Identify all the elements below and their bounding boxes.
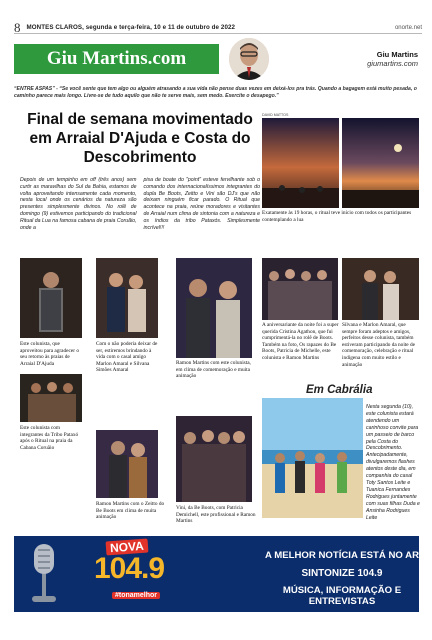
caption-6: Este colunista com integrantes da Tribo Pataxó após o Ritual na praia da Cabana Coruãio: [20, 425, 79, 451]
caption-4: A aniversariante da noite foi a super querida Cristina Agathon, que fui cumprimentá-la no rolê de Boots. Também na foto, Os rapazes do Be Boots, Patricia de Michelle, este colunista e Ramon Martins: [262, 322, 339, 361]
ad-headline: A MELHOR NOTÍCIA ESTÁ NO AR: [264, 550, 419, 561]
caption-5: Silvana e Marlon Amaral, que sempre foram adeptos e amigos, perfeitos desse colunista, também estiveram participando da noite de comemoração, celebração e ritual indígena com muito estilo e animação: [342, 322, 415, 368]
author-block: [367, 50, 418, 68]
caption-7: Ramon Martins com o Zeitto do Be Boots em clima de muita animação: [96, 501, 165, 521]
author-url[interactable]: giumartins.com: [367, 59, 418, 68]
body-column-2: pisa de boate do "point" esteve fervilhante sob o comando dos internacionalíssimos integrantes do dupla Be Boots, Zeitto e Vini são DJ's que não deixam ninguém ficar parado. O Ritual que acontece na praia, reúne moradores e visitantes de Arraial num clima de sintonia com a natureza e os índios da tribo Pataxós. Simplesmente incrível!!!: [143, 177, 260, 231]
page-header: [14, 19, 422, 35]
cabralia-subhead: Em Cabrália: [306, 384, 373, 396]
edition-line: MONTES CLAROS, segunda e terça-feira, 10 e 11 de outubro de 2022: [26, 24, 236, 31]
ad-tagline: MÚSICA, INFORMAÇÃO E ENTREVISTAS: [282, 585, 402, 607]
caption-3: Ramon Martins com este colunista, em clima de comemoração e muita animação: [176, 360, 251, 380]
photo-silvana-marlon: [342, 258, 419, 320]
cabralia-text: Nesta segunda (10), este colunista estará atendendo um carinhoso convite para um passeio de barco pela Costa do Descobrimento. Antecipadamente, divulgaremos flashes atentos deste dia, em companhia do casal Toty Santos Leite e Tuanica Fernandes Rodrigues juntamente com suas filhas Duda e Ansinha Rodrigues Leite: [366, 404, 420, 521]
radio-frequency: 104.9: [94, 552, 165, 585]
article-headline: Final de semana movimentado em Arraial D'Ajuda e Costa do Descobrimento: [27, 111, 253, 166]
author-portrait: [229, 38, 269, 80]
photo-cabralia-beach: [262, 398, 363, 518]
caption-2: Com o não poderia deixar de ser, estiremos brindando à vida com o casal amigo Marlon Amaral e Silvana Simões Amaral: [96, 341, 158, 374]
photo-vini-group: [176, 416, 252, 502]
radio-brand: NOVA: [106, 539, 149, 556]
photo-amaral-couple: [96, 258, 158, 338]
caption-1: Este colunista, que aproveitou para agradecer o seu retorno às praias de Arraial D'Ajuda: [20, 341, 79, 367]
microphone-icon: [24, 542, 64, 608]
body-column-1: Depois de um tempinho em off (três anos) sem curtir as maravilhas do Sul da Bahia, estamos de volta aproveitando intensamente cada momento, nesta local onde os cenários da natureza são presentes simplesmente divinos. No rolê de domingo (9) estivemos participando do tradicional Ritual da Lua na famosa cabana de praia Coruãio, onde a: [20, 177, 137, 231]
page-number: 8: [14, 19, 21, 35]
radio-hashtag: #tonamelhor: [112, 592, 160, 599]
column-banner: [14, 44, 219, 74]
photo-ramon-zeitto: [96, 430, 158, 498]
radio-ad[interactable]: [14, 536, 419, 612]
photo-ramon-columnist: [176, 258, 252, 358]
caption-8: Vini, da Be Boots, com Patricia Demichell, este profissional e Ramon Martins: [176, 505, 256, 525]
sunset-photo-left: [262, 118, 339, 208]
photo-birthday-group: [262, 258, 338, 320]
article-body: [20, 177, 260, 231]
sunset-caption: Exatamente às 19 horas, o ritual teve início com todos os participantes contemplando a lua: [262, 210, 412, 223]
entre-aspas-quote: “ENTRE ASPAS” - “Se você sente que tem algo ou alguém atrasando a sua vida não pense duas vezes em deixá-los pra trás. Quando a bagagem está muito pesada, o caminho parece mais longo. Livre-se de tudo aquilo que não te serve mais, sem medo. Exercite o desapego.”: [14, 86, 417, 100]
site-name: onorte.net: [394, 24, 422, 31]
photo-pataxo-tribe: [20, 374, 82, 422]
sunset-photo-right: [342, 118, 419, 208]
ad-tune-in: SINTONIZE 104.9: [301, 568, 383, 579]
author-name: Giu Martins: [376, 50, 418, 59]
column-name: Giu Martins.com: [46, 48, 187, 69]
photo-credit: DAVID MATTOS: [262, 113, 289, 117]
photo-columnist-beach: [20, 258, 82, 338]
